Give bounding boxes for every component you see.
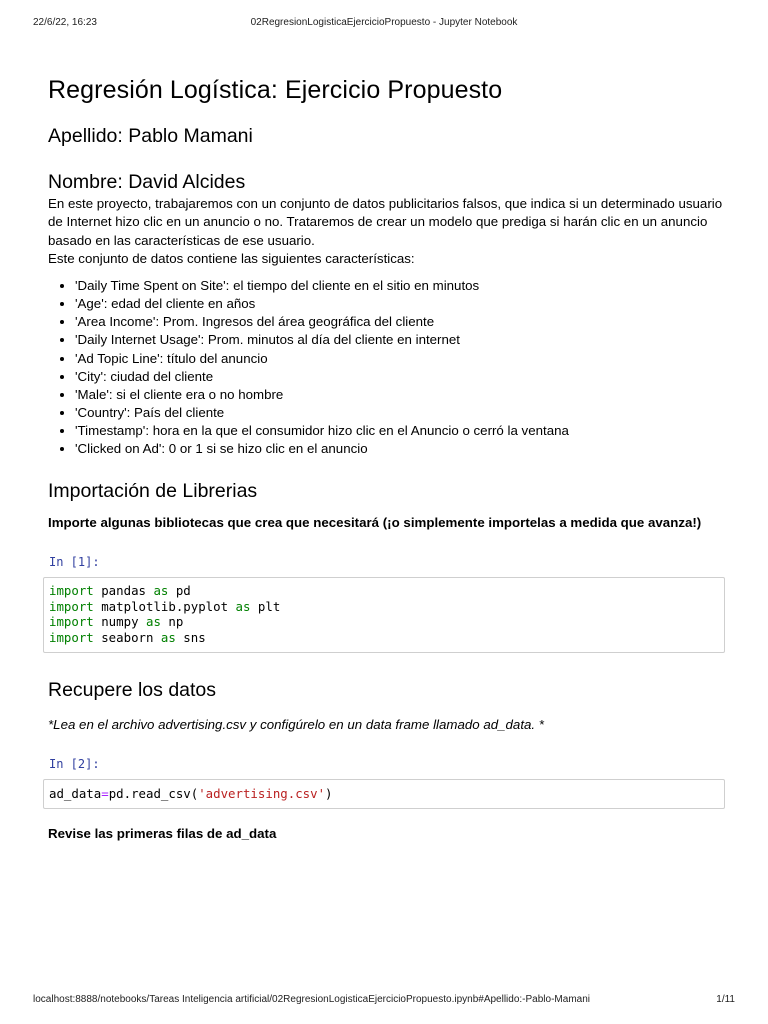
module-alias: np <box>160 614 184 630</box>
feature-item: • 'City': ciudad del cliente <box>75 368 728 386</box>
code-cell-read-csv[interactable] <box>43 779 725 809</box>
feature-item: • 'Age': edad del cliente en años <box>75 295 728 313</box>
libraries-instruction: Importe algunas bibliotecas que crea que necesitará (¡o simplemente importelas a medida que avanza!) <box>48 515 702 531</box>
nombre-heading: Nombre: David Alcides <box>48 171 246 193</box>
revise-instruction: Revise las primeras filas de ad_data <box>48 825 277 841</box>
code-cell-imports[interactable] <box>43 577 725 653</box>
apellido-heading: Apellido: Pablo Mamani <box>48 125 253 147</box>
module-alias: sns <box>175 629 206 645</box>
code-line <box>49 630 206 645</box>
keyword-as: as <box>145 614 161 630</box>
features-list <box>48 277 728 458</box>
feature-item: • 'Country': País del cliente <box>75 404 728 422</box>
module-name: pandas <box>93 583 154 599</box>
keyword-import: import <box>49 583 94 599</box>
feature-item: • 'Clicked on Ad': 0 or 1 si se hizo clic en el anuncio <box>75 440 728 458</box>
data-heading: Recupere los datos <box>48 679 217 702</box>
feature-item: • 'Male': si el cliente era o no hombre <box>75 386 728 404</box>
keyword-import: import <box>49 598 94 614</box>
code-line <box>49 614 183 629</box>
feature-item: • 'Daily Time Spent on Site': el tiempo del cliente en el sitio en minutos <box>75 277 728 295</box>
function-call: pd.read_csv( <box>108 786 199 802</box>
string-literal: 'advertising.csv' <box>198 786 326 802</box>
keyword-as: as <box>235 598 251 614</box>
data-instruction: *Lea en el archivo advertising.csv y configúrelo en un data frame llamado ad_data. * <box>48 717 544 733</box>
intro-paragraph: En este proyecto, trabajaremos con un conjunto de datos publicitarios falsos, que indica si un determinado usuario de Internet hizo clic en un anuncio o no. Trataremos de crear un modelo que prediga si harán clic en un anuncio basado en las características de ese usuario. <box>48 196 723 248</box>
code-line <box>49 599 280 614</box>
feature-item: • 'Area Income': Prom. Ingresos del área geográfica del cliente <box>75 313 728 331</box>
code-line <box>49 583 191 598</box>
keyword-as: as <box>153 583 169 599</box>
feature-item: • 'Timestamp': hora en la que el consumidor hizo clic en el Anuncio o cerró la ventana <box>75 422 728 440</box>
notebook-title: Regresión Logística: Ejercicio Propuesto <box>48 76 503 104</box>
module-name: matplotlib.pyplot <box>93 598 236 614</box>
keyword-import: import <box>49 629 94 645</box>
libraries-heading: Importación de Librerias <box>48 480 258 503</box>
keyword-as: as <box>160 629 176 645</box>
print-datetime: 22/6/22, 16:23 <box>33 17 97 28</box>
print-page-title: 02RegresionLogisticaEjercicioPropuesto - Jupyter Notebook <box>250 17 518 28</box>
notebook-content <box>48 74 728 843</box>
feature-item: • 'Daily Internet Usage': Prom. minutos al día del cliente en internet <box>75 331 728 349</box>
module-alias: plt <box>250 598 281 614</box>
features-intro: Este conjunto de datos contiene las siguientes características: <box>48 250 415 266</box>
keyword-import: import <box>49 614 94 630</box>
cell-prompt: In [1]: <box>49 555 100 570</box>
variable-name: ad_data <box>49 786 102 802</box>
assign-operator: = <box>101 786 109 802</box>
module-name: seaborn <box>93 629 161 645</box>
close-paren: ) <box>325 786 333 802</box>
module-name: numpy <box>93 614 146 630</box>
cell-prompt: In [2]: <box>49 757 100 772</box>
print-url: localhost:8888/notebooks/Tareas Inteligencia artificial/02RegresionLogisticaEjercicioPropuesto.ipynb#Apellido:-Pablo-Mamani <box>33 994 590 1005</box>
feature-item: • 'Ad Topic Line': título del anuncio <box>75 350 728 368</box>
page-number: 1/11 <box>716 994 735 1005</box>
module-alias: pd <box>168 583 191 599</box>
